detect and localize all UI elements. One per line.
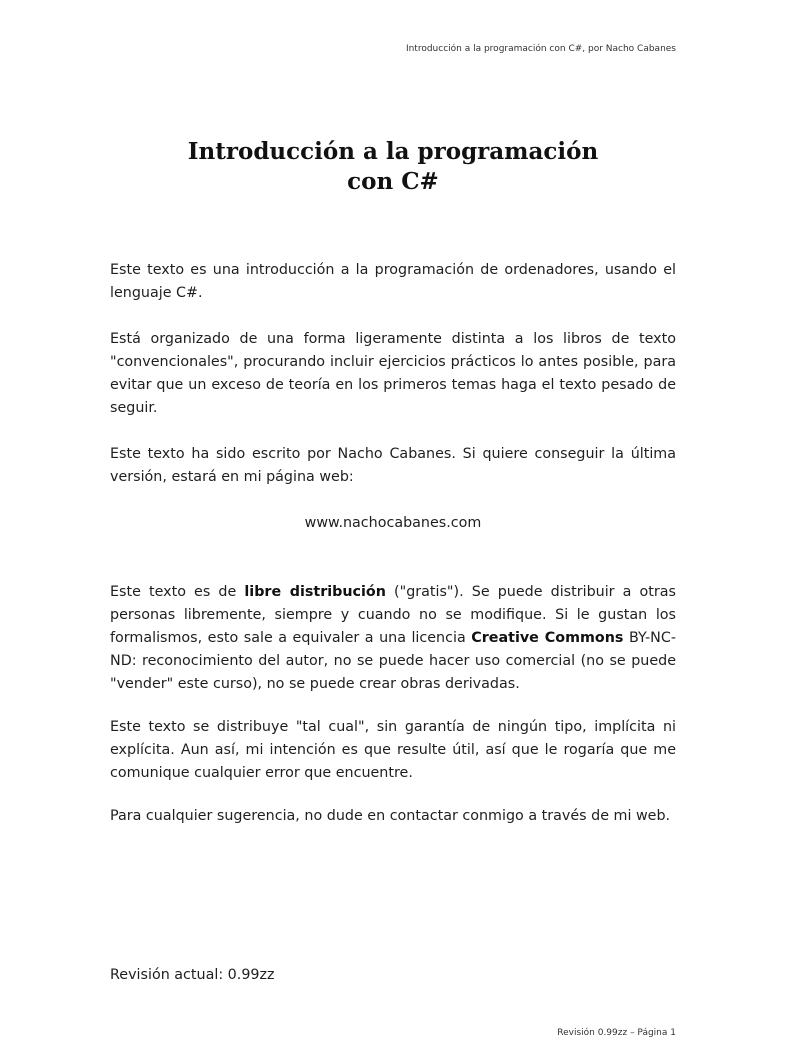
page-title — [110, 137, 676, 197]
paragraph-warranty: Este texto se distribuye "tal cual", sin garantía de ningún tipo, implícita ni explícita. Aun así, mi intención es que resulte útil, así que le rogaría que me comunique cualquier error que encuentre. — [110, 719, 676, 781]
license-bold-creative-commons: Creative Commons — [471, 630, 624, 646]
paragraph-intro: Este texto es una introducción a la programación de ordenadores, usando el lenguaje C#. — [110, 262, 676, 301]
license-text-3: BY-NC-ND: reconocimiento del autor, no se puede hacer uso comercial (no se puede "vender" este curso), no se puede crear obras derivadas. — [110, 630, 677, 692]
paragraph-organization: Está organizado de una forma ligeramente distinta a los libros de texto "convencionales", procurando incluir ejercicios prácticos lo antes posible, para evitar que un exceso de teoría en los primeros temas haga el texto pesado de seguir. — [110, 331, 676, 416]
license-text-2: ("gratis"). Se puede distribuir a otras personas libremente, siempre y cuando no se modifique. Si le gustan los formalismos, esto sale a equivaler a una licencia — [110, 584, 676, 646]
paragraph-author: Este texto ha sido escrito por Nacho Cabanes. Si quiere conseguir la última versión, estará en mi página web: — [110, 446, 676, 485]
title-line-1: Introducción a la programación — [187, 138, 599, 165]
current-revision: Revisión actual: 0.99zz — [110, 967, 275, 983]
website-url: www.nachocabanes.com — [304, 515, 482, 531]
title-line-2: con C# — [347, 168, 439, 195]
running-header: Introducción a la programación con C#, por Nacho Cabanes — [405, 44, 676, 54]
license-bold-free-distribution: libre distribución — [244, 584, 386, 600]
paragraph-contact: Para cualquier sugerencia, no dude en contactar conmigo a través de mi web. — [110, 808, 671, 824]
paragraph-license — [110, 581, 676, 696]
license-text-1: Este texto es de — [110, 584, 245, 600]
running-footer: Revisión 0.99zz – Página 1 — [557, 1028, 676, 1038]
